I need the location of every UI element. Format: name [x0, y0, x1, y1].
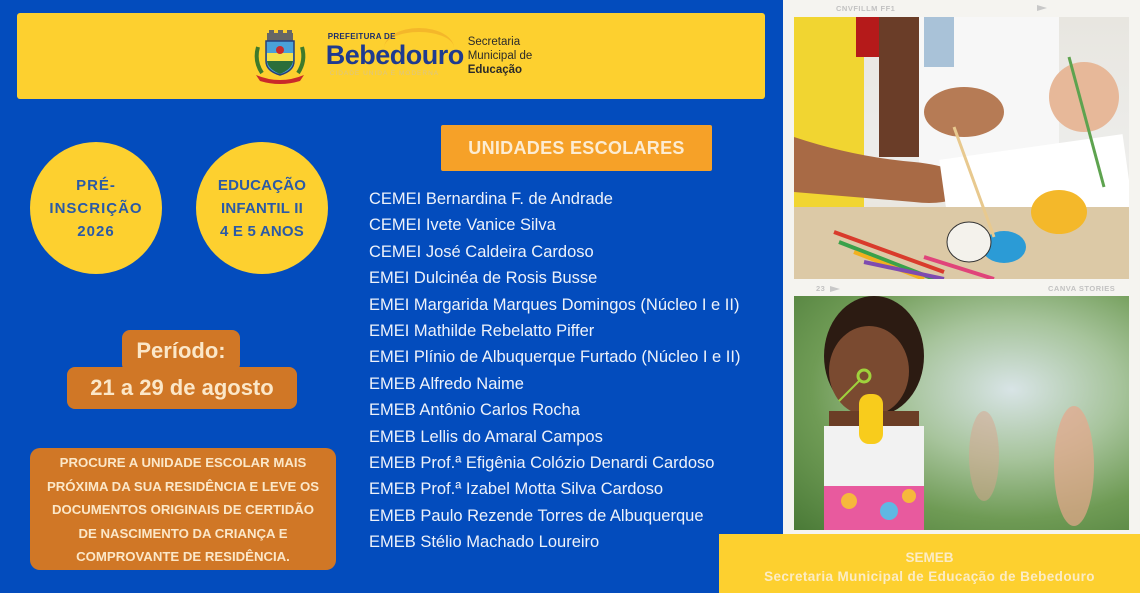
secretaria-label [468, 35, 533, 77]
list-item: CEMEI Bernardina F. de Andrade [369, 190, 613, 208]
footer-subtitle: Secretaria Municipal de Educação de Bebedouro [764, 569, 1095, 584]
list-item: EMEB Antônio Carlos Rocha [369, 401, 580, 420]
list-item: EMEB Alfredo Naime [369, 374, 524, 393]
secretaria-line-2: Municipal de [467, 50, 533, 62]
film-arrow-icon [830, 285, 840, 291]
painting-children-photo [794, 17, 1129, 279]
units-title: UNIDADES ESCOLARES [441, 125, 712, 171]
bebedouro-logo [324, 26, 464, 86]
badge-line: 4 E 5 ANOS [220, 222, 304, 240]
list-item: EMEI Plínio de Albuquerque Furtado (Núcleo I e II) [369, 348, 741, 367]
list-item: EMEB Paulo Rezende Torres de Albuquerque [369, 506, 704, 525]
secretaria-line-3: Educação [467, 64, 523, 76]
period-dates: 21 a 29 de agosto [67, 367, 297, 409]
instruction-line: COMPROVANTE DE RESIDÊNCIA. [76, 549, 290, 564]
logo-name: Bebedouro [325, 40, 464, 70]
list-item: EMEB Stélio Machado Loureiro [369, 533, 600, 552]
list-item: EMEI Dulcinéa de Rosis Busse [369, 269, 598, 288]
film-top-label: CNVFILLM FF1 [836, 4, 896, 13]
city-crest-icon [250, 25, 310, 87]
pre-inscricao-badge [30, 142, 162, 274]
film-arrow-icon [1037, 4, 1047, 10]
film-frame-number: 23 [816, 284, 826, 293]
instruction-line: PROCURE A UNIDADE ESCOLAR MAIS [59, 455, 307, 470]
educacao-infantil-badge [196, 142, 328, 274]
badge-line: 2026 [77, 222, 115, 240]
secretaria-line-1: Secretaria [467, 36, 521, 48]
badge-line: INFANTIL II [221, 199, 303, 217]
footer-banner [719, 534, 1140, 593]
period-box [67, 330, 297, 410]
list-item: EMEB Prof.ª Izabel Motta Silva Cardoso [369, 480, 664, 499]
header-banner [17, 13, 765, 99]
footer-title: SEMEB [905, 550, 954, 565]
units-list [369, 186, 740, 556]
list-item: EMEI Margarida Marques Domingos (Núcleo I e II) [369, 295, 740, 314]
list-item: CEMEI José Caldeira Cardoso [369, 242, 594, 261]
bubbles-girl-photo [794, 296, 1129, 530]
logo-tagline: CIDADE UNIDA E MODERNA [329, 70, 440, 77]
logo-prefix: PREFEITURA DE [327, 32, 396, 41]
instruction-line: PRÓXIMA DA SUA RESIDÊNCIA E LEVE OS [46, 478, 320, 494]
instruction-line: DE NASCIMENTO DA CRIANÇA E [78, 525, 288, 541]
instruction-line: DOCUMENTOS ORIGINAIS DE CERTIDÃO [51, 502, 315, 517]
badge-line: PRÉ- [76, 176, 116, 194]
list-item: CEMEI Ivete Vanice Silva [369, 216, 556, 235]
instructions-box [30, 448, 336, 570]
period-label: Período: [122, 330, 240, 372]
list-item: EMEB Lellis do Amaral Campos [369, 427, 603, 446]
badge-line: INSCRIÇÃO [49, 199, 143, 217]
list-item: EMEI Mathilde Rebelatto Piffer [369, 322, 595, 341]
film-mid-label: CANVA STORIES [1048, 284, 1116, 293]
list-item: EMEB Prof.ª Efigênia Colózio Denardi Cardoso [369, 454, 715, 473]
badge-line: EDUCAÇÃO [217, 176, 307, 194]
